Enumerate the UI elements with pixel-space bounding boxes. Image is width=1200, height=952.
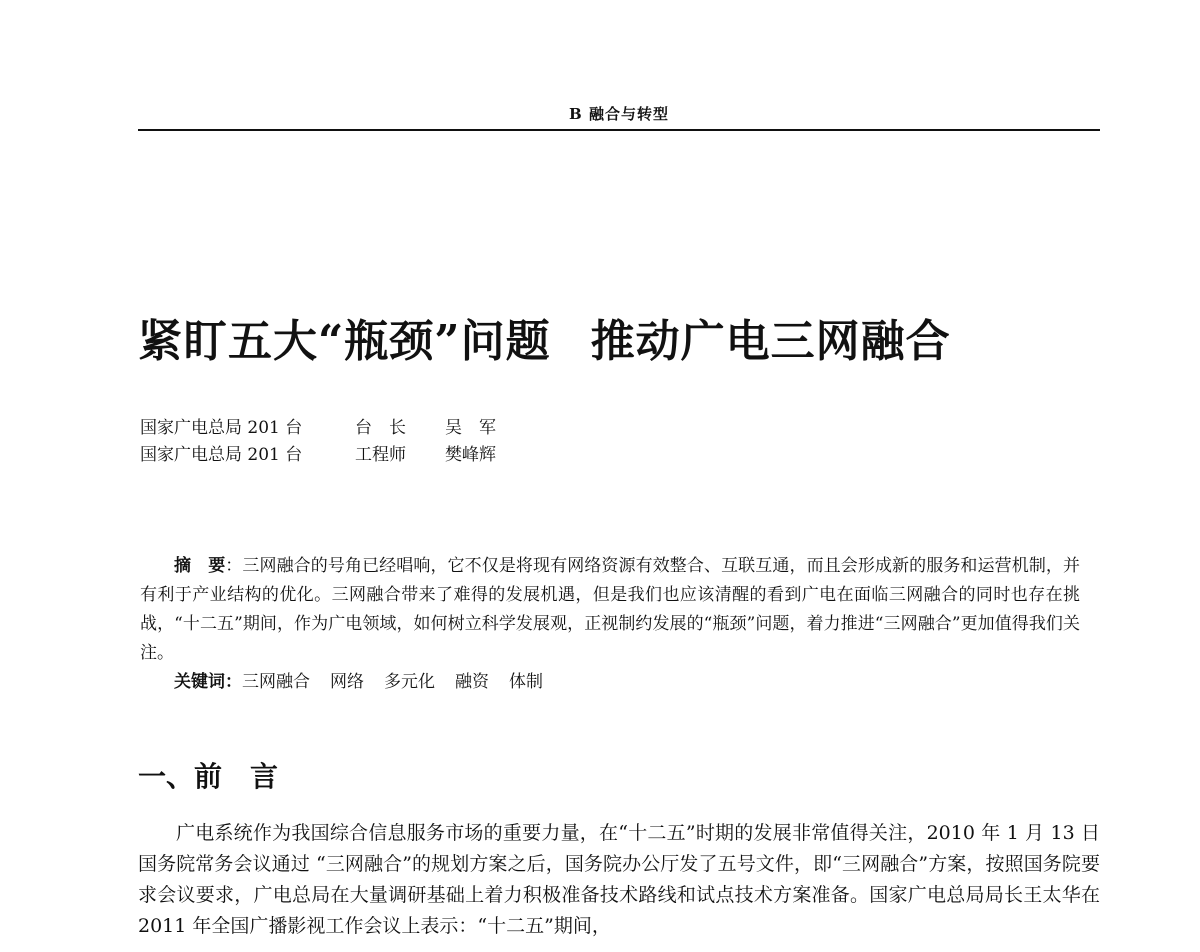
keyword: 网络 bbox=[330, 672, 364, 692]
section-heading: 一、前 言 bbox=[138, 760, 279, 793]
author-org: 国家广电总局 201 台 bbox=[140, 445, 303, 465]
author-org: 国家广电总局 201 台 bbox=[140, 418, 303, 438]
abstract-paragraph bbox=[140, 552, 1080, 668]
header-rule bbox=[138, 129, 1100, 131]
keyword: 融资 bbox=[455, 672, 489, 692]
author-row bbox=[140, 415, 496, 442]
abstract-text: ：三网融合的号角已经唱响，它不仅是将现有网络资源有效整合、互联互通，而且会形成新的服务和运营机制，并有利于产业结构的优化。三网融合带来了难得的发展机遇，但是我们也应该清醒的看到广电在面临三网融合的同时也存在挑战，“十二五”期间，作为广电领域，如何树立科学发展观，正视制约发展的“瓶颈”问题，着力推进“三网融合”更加值得我们关注。 bbox=[140, 556, 1081, 663]
abstract-label: 摘 要 bbox=[174, 556, 226, 576]
body-text bbox=[138, 818, 1100, 942]
running-header: B 融合与转型 bbox=[569, 105, 669, 123]
author-role: 工程师 bbox=[355, 445, 406, 465]
author-role: 台 长 bbox=[355, 418, 406, 438]
author-name: 樊峰辉 bbox=[445, 445, 496, 465]
author-block bbox=[140, 415, 496, 469]
article-title bbox=[138, 305, 951, 369]
author-row bbox=[140, 442, 496, 469]
keywords-line bbox=[140, 668, 1080, 697]
title-part-2: 推动广电三网融合 bbox=[590, 316, 951, 367]
title-part-1: 紧盯五大“瓶颈”问题 bbox=[138, 316, 551, 367]
keyword: 三网融合 bbox=[242, 672, 310, 692]
keyword: 多元化 bbox=[384, 672, 435, 692]
abstract-block bbox=[140, 552, 1080, 697]
keywords-label: 关键词： bbox=[174, 672, 242, 692]
body-paragraph: 广电系统作为我国综合信息服务市场的重要力量，在“十二五”时期的发展非常值得关注，2010 年 1 月 13 日国务院常务会议通过 “三网融合”的规划方案之后，国务院办公厅发了五号文件，即“三网融合”方案，按照国务院要求会议要求，广电总局在大量调研基础上着力积极准备技术路线和试点技术方案准备。国家广电总局局长王太华在 2011 年全国广播影视工作会议上表示：“十二五”期间， bbox=[138, 822, 1100, 937]
author-name: 吴 军 bbox=[445, 418, 496, 438]
keyword: 体制 bbox=[509, 672, 543, 692]
